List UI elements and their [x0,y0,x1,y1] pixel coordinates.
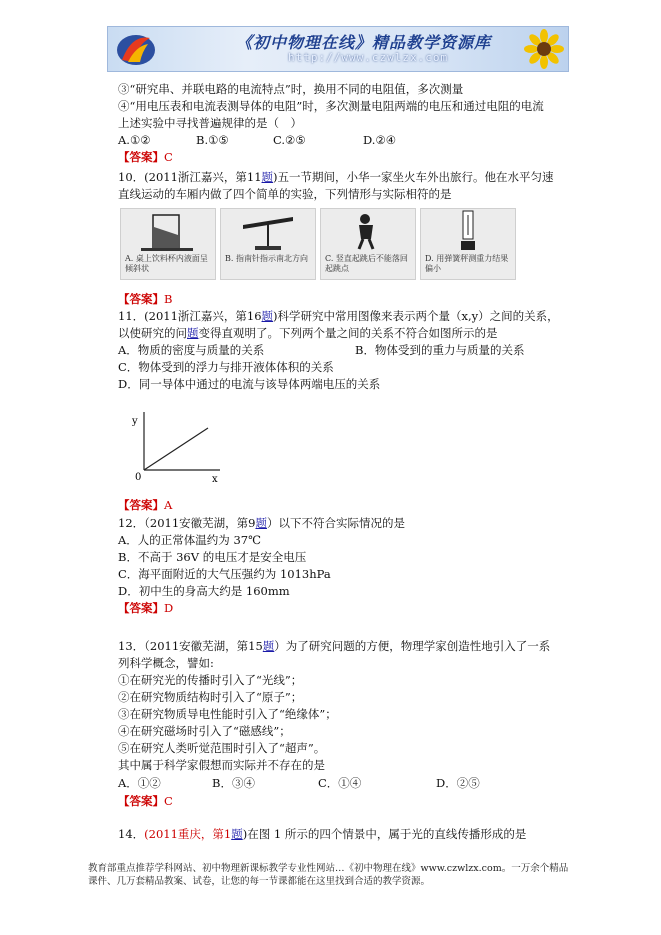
q9-option-b: B.①⑤ [196,133,229,147]
q12-option-a: A．人的正常体温约为 37℃ [118,533,261,547]
q13-answer [118,794,173,809]
q12-option-c: C．海平面附近的大气压强约为 1013hPa [118,567,331,581]
question-text: )五一节期间，小华一家坐火车外出旅行。他在水平匀速 [273,170,554,184]
question-source: (2011浙江嘉兴，第11 [144,170,262,184]
q11-option-c: C．物体受到的浮力与排开液体体积的关系 [118,360,334,374]
q13-option-c: C．①④ [318,776,362,790]
graph-y-label: y [132,416,138,427]
banner-url[interactable]: http://www.czwlzx.com [288,51,449,64]
question-number: 11． [118,309,145,323]
answer-label: 【答案】 [118,292,164,306]
question-source: （2011安徽芜湖，第15 [144,639,263,653]
q12-option-d: D．初中生的身高大约是 160mm [118,584,290,598]
answer-value: A [164,498,173,512]
q11-line2 [118,326,498,341]
graph-x-label: x [212,474,218,484]
question-text: ）以下不符合实际情况的是 [266,516,405,530]
q11-option-a: A．物质的密度与质量的关系 [118,343,265,357]
question-link[interactable]: 题 [231,827,243,841]
question-text: 变得直观明了。下列两个量之间的关系不符合如图所示的是 [198,326,498,340]
q13-item-5: ⑤在研究人类听觉范围时引入了“超声”。 [118,741,326,755]
picture-c [320,208,416,280]
question-link[interactable]: 题 [255,516,267,530]
q11-answer [118,498,172,513]
page-footer: 教育部重点推荐学科网站、初中物理新课标教学专业性网站…《初中物理在线》www.czwlzx.com。一万余个精品课件、几万套精品教案、试卷，让您的每一节课都能在这里找到合适的教学资源。 [88,863,569,887]
question-number: 14． [118,827,145,841]
q10-pictures [120,208,516,280]
question-link[interactable]: 题 [261,170,274,184]
question-source: （2011安徽芜湖，第9 [144,516,256,530]
q9-option-a: A.①② [118,133,151,147]
answer-value: C [164,794,173,808]
q13-prompt: 其中属于科学家假想而实际并不存在的是 [118,758,325,772]
q13-item-3: ③在研究物质导电性能时引入了“绝缘体”； [118,707,337,721]
banner-title: 《初中物理在线》精品教学资源库 [236,33,492,52]
graph-line [144,428,208,470]
header-banner [107,26,569,72]
site-logo-icon [114,30,158,68]
picture-b [220,208,316,280]
q12-answer [118,601,173,616]
q13-item-2: ②在研究物质结构时引入了“原子”； [118,690,303,704]
q12-option-b: B．不高于 36V 的电压才是安全电压 [118,550,307,564]
q11-option-row1 [118,343,525,358]
q9-option-d: D.②④ [363,133,397,147]
jumping-person-icon [321,209,415,253]
q13-stem [118,639,550,654]
q13-option-b: B．③④ [212,776,255,790]
question-link[interactable]: 题 [262,639,275,653]
q9-item3: ③“研究串、并联电路的电流特点”时，换用不同的电阻值，多次测量 [118,82,464,96]
picture-d-caption: D. 用弹簧秤测重力结果偏小 [425,254,509,273]
compass-needle-icon [221,209,315,253]
q12-stem [118,516,405,531]
q11-graph [124,408,224,484]
question-link[interactable]: 题 [261,309,274,323]
q11-stem [118,309,559,324]
q11-option-d: D．同一导体中通过的电流与该导体两端电压的关系 [118,377,381,391]
q13-line2: 列科学概念，譬如: [118,656,214,670]
q10-line2: 直线运动的车厢内做了四个简单的实验，下列情形与实际相符的是 [118,187,452,201]
q9-item4: ④“用电压表和电流表测导体的电阻”时，多次测量电阻两端的电压和通过电阻的电流 [118,99,544,113]
q9-option-c: C.②⑤ [273,133,306,147]
tilted-cup-icon [121,209,215,253]
q13-option-a: A．①② [118,776,161,790]
answer-label: 【答案】 [118,150,164,164]
question-text: 以使研究的问 [118,326,187,340]
picture-a-caption: A. 桌上饮料杯内液面呈倾斜状 [125,254,208,273]
answer-value: C [164,150,173,164]
question-number: 12． [118,516,145,530]
sunflower-icon [524,29,564,69]
question-number: 13． [118,639,145,653]
graph-origin-label: 0 [135,472,142,483]
q10-stem [118,170,554,185]
q13-option-d: D．②⑤ [436,776,480,790]
q9-prompt: 上述实验中寻找普遍规律的是（ ） [118,116,302,130]
q14-stem [118,827,526,842]
question-text: )在图 1 所示的四个情景中，属于光的直线传播形成的是 [242,827,527,841]
picture-c-caption: C. 竖直起跳后不能落回起跳点 [325,254,408,273]
question-number: 10． [118,170,145,184]
q13-item-1: ①在研究光的传播时引入了“光线”； [118,673,303,687]
answer-label: 【答案】 [118,498,164,512]
answer-label: 【答案】 [118,794,164,808]
q10-answer [118,292,172,307]
question-source: (2011重庆，第1 [144,827,232,841]
q13-options [118,776,480,791]
q13-item-4: ④在研究磁场时引入了“磁感线”； [118,724,291,738]
spring-scale-icon [421,209,515,253]
picture-a [120,208,216,280]
picture-d [420,208,516,280]
q9-options [118,133,397,148]
q9-answer [118,150,173,165]
answer-label: 【答案】 [118,601,164,615]
question-text: )科学研究中常用图像来表示两个量（x,y）之间的关系， [273,309,559,323]
question-link[interactable]: 题 [187,326,199,340]
q11-option-b: B．物体受到的重力与质量的关系 [355,343,525,357]
answer-value: D [164,601,174,615]
question-source: (2011浙江嘉兴，第16 [144,309,262,323]
answer-value: B [164,292,173,306]
picture-b-caption: B. 指南针指示南北方向 [225,254,308,263]
question-text: ）为了研究问题的方便，物理学家创造性地引入了一系 [274,639,551,653]
